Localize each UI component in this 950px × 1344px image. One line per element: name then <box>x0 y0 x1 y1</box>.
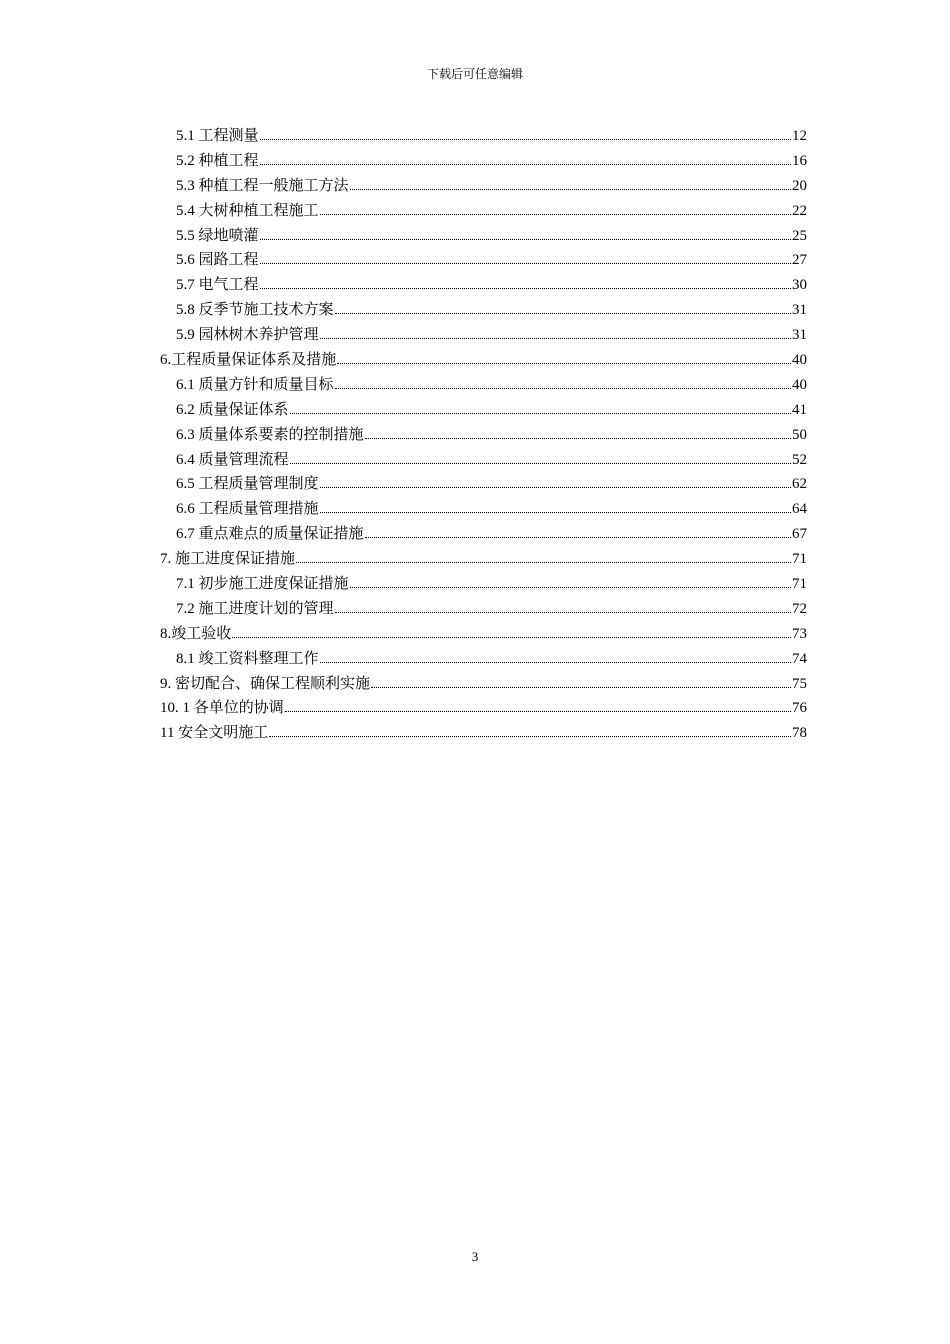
toc-entry[interactable] <box>160 248 807 273</box>
toc-entry-title: 6.6 工程质量管理措施 <box>176 501 319 518</box>
toc-entry-title: 7.2 施工进度计划的管理 <box>176 600 334 617</box>
toc-entry[interactable] <box>160 348 807 373</box>
toc-entry-title: 11 安全文明施工 <box>160 725 269 742</box>
toc-entry-title: 7.1 初步施工进度保证措施 <box>176 576 349 593</box>
toc-entry-page: 12 <box>792 128 807 144</box>
toc-entry-title: 6.5 工程质量管理制度 <box>176 476 319 493</box>
toc-entry-page: 40 <box>792 376 807 393</box>
toc-entry[interactable] <box>160 522 807 547</box>
toc-entry-title: 5.1 工程测量 <box>176 128 259 144</box>
toc-dot-leader <box>371 687 791 688</box>
toc-entry-page: 22 <box>792 202 807 219</box>
toc-entry[interactable] <box>160 622 807 647</box>
toc-dot-leader <box>335 612 791 613</box>
table-of-contents <box>160 124 807 746</box>
toc-entry[interactable] <box>160 149 807 174</box>
toc-dot-leader <box>350 587 791 588</box>
toc-entry-page: 73 <box>792 625 807 642</box>
toc-entry-page: 25 <box>792 227 807 244</box>
toc-dot-leader <box>260 239 791 240</box>
toc-entry[interactable] <box>160 597 807 622</box>
toc-entry-title: 8.竣工验收 <box>160 625 232 642</box>
toc-entry[interactable] <box>160 423 807 448</box>
toc-dot-leader <box>290 413 791 414</box>
toc-entry-title: 7. 施工进度保证措施 <box>160 551 296 568</box>
toc-entry-page: 41 <box>792 401 807 418</box>
toc-entry[interactable] <box>160 448 807 473</box>
toc-entry-title: 6.2 质量保证体系 <box>176 401 289 418</box>
toc-dot-leader <box>320 487 791 488</box>
toc-dot-leader <box>320 214 791 215</box>
toc-entry[interactable] <box>160 174 807 199</box>
toc-entry[interactable] <box>160 199 807 224</box>
toc-dot-leader <box>232 637 791 638</box>
toc-entry[interactable] <box>160 224 807 249</box>
toc-dot-leader <box>260 288 791 289</box>
toc-entry-page: 62 <box>792 476 807 493</box>
toc-entry[interactable] <box>160 572 807 597</box>
toc-entry-title: 5.5 绿地喷灌 <box>176 227 259 244</box>
toc-entry-page: 78 <box>792 725 807 742</box>
toc-entry-page: 74 <box>792 650 807 667</box>
toc-dot-leader <box>320 662 791 663</box>
toc-entry[interactable] <box>160 323 807 348</box>
toc-entry-page: 30 <box>792 277 807 294</box>
toc-entry-title: 9. 密切配合、确保工程顺利实施 <box>160 675 371 692</box>
page-header: 下载后可任意编辑 <box>426 67 523 81</box>
toc-entry-page: 67 <box>792 526 807 543</box>
toc-dot-leader <box>365 537 791 538</box>
toc-entry[interactable] <box>160 124 807 149</box>
toc-entry-page: 76 <box>792 700 807 717</box>
toc-entry-page: 20 <box>792 177 807 194</box>
toc-entry-title: 6.3 质量体系要素的控制措施 <box>176 426 364 443</box>
toc-dot-leader <box>296 562 791 563</box>
toc-entry[interactable] <box>160 298 807 323</box>
page-number: 3 <box>471 1249 479 1264</box>
toc-entry[interactable] <box>160 647 807 672</box>
toc-entry[interactable] <box>160 373 807 398</box>
toc-entry-page: 72 <box>792 600 807 617</box>
toc-entry[interactable] <box>160 672 807 697</box>
toc-entry-page: 71 <box>792 576 807 593</box>
toc-entry-title: 8.1 竣工资料整理工作 <box>176 650 319 667</box>
toc-entry-page: 27 <box>792 252 807 269</box>
toc-dot-leader <box>320 338 791 339</box>
toc-entry[interactable] <box>160 472 807 497</box>
toc-dot-leader <box>285 711 791 712</box>
toc-entry-page: 75 <box>792 675 807 692</box>
toc-entry-page: 40 <box>792 352 807 369</box>
toc-dot-leader <box>365 438 791 439</box>
toc-entry-page: 16 <box>792 152 807 169</box>
toc-dot-leader <box>335 388 791 389</box>
toc-entry[interactable] <box>160 497 807 522</box>
toc-entry-title: 5.4 大树种植工程施工 <box>176 202 319 219</box>
toc-entry[interactable] <box>160 547 807 572</box>
toc-entry-page: 52 <box>792 451 807 468</box>
toc-entry[interactable] <box>160 696 807 721</box>
toc-entry-page: 50 <box>792 426 807 443</box>
toc-dot-leader <box>260 139 791 140</box>
toc-entry-page: 31 <box>792 327 807 344</box>
toc-entry-title: 5.2 种植工程 <box>176 152 259 169</box>
toc-entry-title: 6.7 重点难点的质量保证措施 <box>176 526 364 543</box>
toc-entry-title: 5.3 种植工程一般施工方法 <box>176 177 349 194</box>
toc-entry-page: 71 <box>792 551 807 568</box>
toc-dot-leader <box>350 189 791 190</box>
toc-dot-leader <box>260 164 791 165</box>
toc-entry-title: 5.9 园林树木养护管理 <box>176 327 319 344</box>
toc-entry-title: 10. 1 各单位的协调 <box>160 700 284 717</box>
toc-dot-leader <box>269 736 791 737</box>
toc-entry-title: 6.1 质量方针和质量目标 <box>176 376 334 393</box>
toc-entry-page: 64 <box>792 501 807 518</box>
toc-entry[interactable] <box>160 273 807 298</box>
toc-entry-title: 6.工程质量保证体系及措施 <box>160 352 337 369</box>
toc-dot-leader <box>260 263 791 264</box>
toc-dot-leader <box>335 313 791 314</box>
toc-entry[interactable] <box>160 398 807 423</box>
toc-entry-title: 5.8 反季节施工技术方案 <box>176 302 334 319</box>
toc-dot-leader <box>337 363 791 364</box>
toc-entry-page: 31 <box>792 302 807 319</box>
toc-entry-title: 5.7 电气工程 <box>176 277 259 294</box>
toc-entry-title: 5.6 园路工程 <box>176 252 259 269</box>
toc-dot-leader <box>320 512 791 513</box>
toc-entry[interactable] <box>160 721 807 746</box>
toc-entry-title: 6.4 质量管理流程 <box>176 451 289 468</box>
toc-dot-leader <box>290 463 791 464</box>
